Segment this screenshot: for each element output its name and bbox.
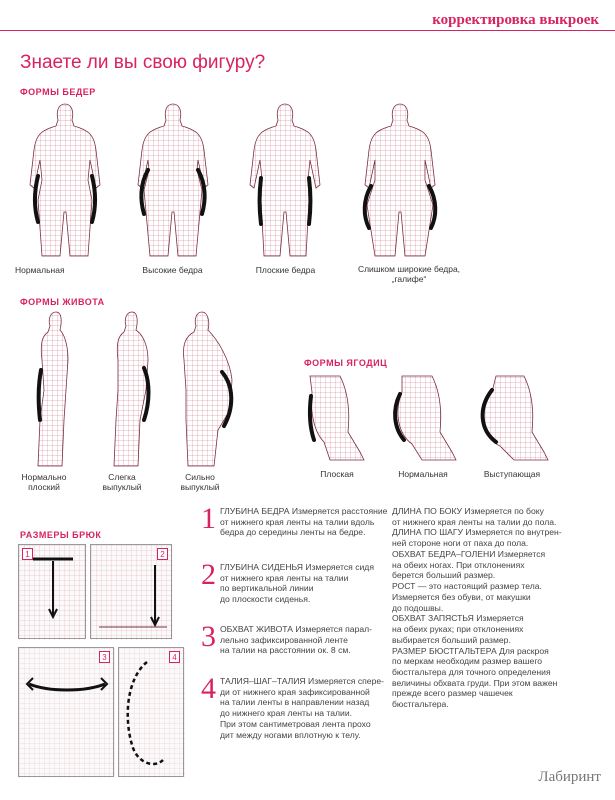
measure-2-line: до плоскости сиденья. [220, 594, 311, 605]
buttocks-figure-normal [390, 372, 465, 462]
measure-2-line: от нижнего края ленты на талии [220, 572, 349, 583]
header-title: корректировка выкроек [428, 12, 603, 29]
right-text-line: берется больший размер. [392, 570, 496, 581]
right-text-line: выбирается больший размер. [392, 634, 511, 645]
belly-caption-slight: Слегка выпуклый [102, 472, 142, 493]
right-text-line: бюстгальтера. [392, 699, 449, 710]
pants-box-1-number: 1 [22, 548, 33, 560]
measure-1-line: бедра до середины ленты на бедре. [220, 527, 366, 538]
belly-figure-slight [98, 310, 164, 470]
hip-figure-normal [20, 100, 110, 260]
header-rule [0, 30, 615, 31]
belly-caption-strong: Сильно выпуклый [180, 472, 220, 493]
measure-4-line: дит между ногами вплотную к телу. [220, 729, 361, 740]
right-text-line: бюстгальтера для точного определения [392, 667, 551, 678]
measure-2-text [220, 562, 390, 605]
measure-4-text [220, 676, 392, 740]
pants-box-2-number: 2 [157, 548, 168, 560]
right-column-text [392, 506, 604, 710]
hips-section-heading: ФОРМЫ БЕДЕР [20, 87, 96, 97]
right-text-line: ОБХВАТ ЗАПЯСТЬЯ Измеряется [392, 613, 524, 624]
measure-4-line: на талии ленты в направлении назад [220, 697, 370, 708]
right-text-line: ДЛИНА ПО ШАГУ Измеряется по внутрен- [392, 527, 562, 538]
measure-2-number: 2 [201, 558, 216, 591]
measure-3-line: на талии на расстоянии ок. 8 см. [220, 645, 351, 656]
pants-box-4-number: 4 [169, 651, 180, 663]
measure-3-number: 3 [201, 620, 216, 653]
right-text-line: ОБХВАТ БЕДРА–ГОЛЕНИ Измеряется [392, 548, 546, 559]
measure-4-line: При этом сантиметровая лента прохо [220, 718, 371, 729]
right-text-line: ней стороне ноги от паха до пола. [392, 538, 529, 549]
pants-box-4 [118, 647, 184, 777]
measure-4-line: ди от нижнего края зафиксированной [220, 686, 370, 697]
belly-figure-strong [172, 310, 242, 470]
pants-box-3-number: 3 [99, 651, 110, 663]
right-text-line: величины обхвата груди. При этом важен [392, 677, 558, 688]
measure-4-line: до нижнего края ленты на талии. [220, 708, 353, 719]
buttocks-caption-protruding: Выступающая [483, 469, 541, 479]
right-text-line: ДЛИНА ПО БОКУ Измеряется по боку [392, 506, 544, 516]
buttocks-figure-protruding [480, 372, 555, 462]
right-text-line: на обеих ногах. При отклонениях [392, 559, 525, 570]
measure-3-line: ОБХВАТ ЖИВОТА Измеряется парал- [220, 624, 373, 634]
measure-1-line: ГЛУБИНА БЕДРА Измеряется расстояние [220, 506, 388, 516]
measure-1-text [220, 506, 390, 538]
hip-caption-normal: Нормальная [15, 265, 65, 275]
hip-figure-flat [240, 100, 330, 260]
belly-caption-flat: Нормально плоский [21, 472, 67, 493]
pants-section-heading: РАЗМЕРЫ БРЮК [20, 530, 102, 540]
right-text-line: РОСТ — это настоящий размер тела. [392, 581, 542, 592]
right-text-line: от нижнего края ленты на талии до пола. [392, 516, 557, 527]
right-text-line: по меркам необходим размер вашего [392, 656, 543, 667]
measure-3-line: лельно зафиксированной ленте [220, 634, 348, 645]
measure-1-line: от нижнего края ленты на талии вдоль [220, 516, 375, 527]
buttocks-figure-flat [300, 372, 375, 462]
watermark-logo: Лабиринт [538, 769, 601, 785]
buttocks-caption-flat: Плоская [320, 469, 354, 479]
hip-caption-wide: Слишком широкие бедра, „галифе“ [357, 264, 461, 285]
right-text-line: на обеих руках; при отклонениях [392, 624, 524, 635]
belly-section-heading: ФОРМЫ ЖИВОТА [20, 297, 105, 307]
measure-3-text [220, 624, 390, 656]
measure-2-line: ГЛУБИНА СИДЕНЬЯ Измеряется сидя [220, 562, 374, 572]
pants-box-3 [18, 647, 114, 777]
right-text-line: до подошвы. [392, 602, 444, 613]
right-text-line: РАЗМЕР БЮСТГАЛЬТЕРА Для раскроя [392, 645, 549, 656]
hip-caption-high: Высокие бедра [142, 265, 203, 275]
page-title: Знаете ли вы свою фигуру? [20, 52, 266, 73]
hip-caption-flat: Плоские бедра [255, 265, 316, 275]
hip-figure-wide [355, 100, 445, 260]
belly-figure-flat [22, 310, 82, 470]
right-text-line: прежде всего размер чашечек [392, 688, 513, 699]
right-text-line: Измеряется без обуви, от макушки [392, 591, 531, 602]
measure-2-line: по вертикальной линии [220, 583, 314, 594]
measure-4-line: ТАЛИЯ–ШАГ–ТАЛИЯ Измеряется спере- [220, 676, 384, 686]
measure-4-number: 4 [201, 672, 216, 705]
buttocks-caption-normal: Нормальная [398, 469, 448, 479]
buttocks-section-heading: ФОРМЫ ЯГОДИЦ [304, 358, 388, 368]
hip-figure-high [128, 100, 218, 260]
measure-1-number: 1 [201, 502, 216, 535]
